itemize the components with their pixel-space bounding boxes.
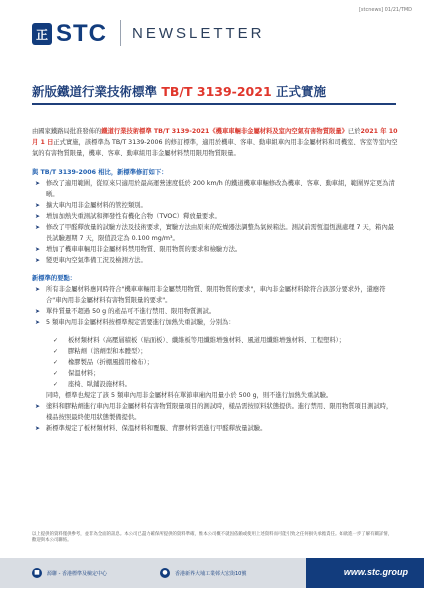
- list-item: [32, 244, 398, 255]
- disclaimer-text: 以上提供的資料僅供參考，並非為全面的訊息。本公司已盡力確保所提供的資料準確，惟本公司概不就因依賴或使用上述資料而可能引致之任何損失承擔責任。如欲進一步了解有關詳情，歡迎與本公司聯絡。: [32, 532, 393, 544]
- list-item-text: 5 類車內用非金屬材料按標準規定需要進行加熱失重試驗，分別為：: [46, 319, 235, 326]
- location-pin-icon: ●: [160, 568, 170, 578]
- newsletter-label: NEWSLETTER: [132, 25, 265, 42]
- intro-standard-name: 鐵道行業技術標準 TB/T 3139-2021《機車車輛非金屬材料及室內空氣有害物質限量》: [101, 128, 348, 135]
- check-bullet-icon: ✓: [53, 359, 59, 366]
- list-item-text: 塗料和膠粘劑進行車內用非金屬材料有害物質限量項目的測試時，樣品需按原料狀態提供。進行禁用、限用物質項目測試時，樣品按照最終使用狀態製備提供。: [46, 403, 393, 421]
- checklist-item: [48, 368, 398, 379]
- note-paragraph: 同時，標準也規定了該 5 類車內用非金屬材料在單節車廂內用量小於 500 g，則不進行加熱失重試驗。: [46, 392, 333, 399]
- reference-code: [stcnews] 01/21/TMD: [358, 7, 412, 13]
- arrow-bullet-icon: ➤: [35, 180, 41, 187]
- checklist-item-text: 板材類材料（高壓層積板（貼面板）、纖維板等用纖維增強材料、風道用纖維增強材料、工程塑料）；: [68, 337, 346, 344]
- title-rule: [32, 103, 396, 105]
- requirements-heading: 新標準的要點：: [32, 275, 77, 282]
- checklist-item-text: 橡膠製品（折棚風擋用橡布）；: [68, 359, 154, 366]
- check-bullet-icon: ✓: [53, 337, 59, 344]
- list-item: [32, 306, 398, 317]
- arrow-bullet-icon: ➤: [35, 202, 41, 209]
- list-item-text: 所有非金屬材料應同時符合"機車車輛用非金屬禁用物質、限用物質的要求"，車內非金屬材料除符合該部分要求外，還應符合"車內用非金屬材料有害物質限量的要求"。: [46, 286, 386, 304]
- arrow-bullet-icon: ➤: [35, 246, 41, 253]
- checklist-item-text: 保溫材料；: [68, 370, 100, 377]
- list-item: [32, 255, 398, 266]
- list-item-text: 修改了甲醛釋放量的試驗方法及技術要求，實驗方法由原來的乾燥器法調整為氣候箱法。測試前需恆溫恆濕處理 7 天，箱內最長試驗週期 7 天，限值設定為 0.100 mg/m³。: [46, 224, 395, 242]
- checklist-item: [48, 357, 398, 368]
- check-bullet-icon: ✓: [53, 348, 59, 355]
- arrow-bullet-icon: ➤: [35, 286, 41, 293]
- header-divider: [120, 20, 121, 46]
- arrow-bullet-icon: ➤: [35, 319, 41, 326]
- check-bullet-icon: ✓: [53, 381, 59, 388]
- footer-address-text: 香港新界大埔工業邨大宏街10號: [175, 570, 247, 577]
- logo-text: STC: [56, 20, 107, 47]
- checklist-item: [48, 335, 398, 346]
- list-item-text: 修改了適用範圍，從原來只適用於最高運營速度低於 200 km/h 的鐵道機車車輛修改為機車、客車、動車組，範圍界定更為清晰。: [46, 180, 395, 198]
- intro-text-1: 由國家鐵路局批准發佈的: [32, 128, 102, 135]
- list-item-text: 單件質量不超過 50 g 的產品可不進行禁用、限用物質測試。: [46, 308, 216, 315]
- arrow-bullet-icon: ➤: [35, 308, 41, 315]
- footer-org-text: 源聯 - 香港標準及檢定中心: [47, 570, 107, 577]
- checklist-item-text: 膠粘劑（溶劑型和本體型）；: [68, 348, 147, 355]
- list-item: [32, 178, 398, 200]
- arrow-bullet-icon: ➤: [35, 213, 41, 220]
- stc-logo: [32, 20, 107, 48]
- intro-text-3: 正式實施，該標準為 TB/T 3139-2006 的修訂標準，適用於機車、客車、動車組車內用非金屬材料和司機室、客室等室內空氣的有害物質限量，機車、客車、動車組用非金屬材料禁用限用物質限量。: [32, 139, 398, 157]
- list-item: [32, 284, 398, 306]
- changes-heading: 與 TB/T 3139-2006 相比，新標準修訂如下：: [32, 169, 168, 176]
- intro-paragraph: [32, 126, 398, 159]
- checklist-item: [48, 346, 398, 357]
- list-item: [32, 222, 398, 244]
- list-item: [32, 211, 398, 222]
- title-prefix: 新版鐵道行業技術標準: [32, 84, 158, 99]
- changes-list: [32, 178, 398, 266]
- requirements-list-continued: [32, 401, 398, 434]
- title-suffix: 正式實施: [276, 84, 327, 99]
- page-title: [32, 82, 326, 100]
- list-item: [32, 200, 398, 211]
- arrow-bullet-icon: ➤: [35, 224, 41, 231]
- requirements-list: [32, 284, 398, 328]
- list-item: [32, 401, 398, 423]
- article-body: [32, 126, 398, 441]
- title-standard-code: TB/T 3139-2021: [161, 84, 272, 99]
- footer: [0, 558, 424, 600]
- building-icon: ■: [32, 568, 42, 578]
- checklist-item: [48, 379, 398, 390]
- arrow-bullet-icon: ➤: [35, 257, 41, 264]
- checklist-item-text: 座椅、臥鋪設施材料。: [68, 381, 131, 388]
- list-item: [32, 423, 398, 434]
- arrow-bullet-icon: ➤: [35, 425, 41, 432]
- website-link[interactable]: www.stc.group: [343, 567, 408, 577]
- list-item-text: 增加了機車車輛用非金屬材料禁用物質、限用物質的要求和檢驗方法。: [46, 246, 242, 253]
- list-item-text: 變更車內空氣準備工況及檢測方法。: [46, 257, 147, 264]
- intro-date: 2021 年 10 月 1 日: [32, 128, 398, 146]
- list-item-text: 擴大車內用非金屬材料的管控類別。: [46, 202, 147, 209]
- intro-text-2: 已於: [347, 128, 361, 135]
- list-item-text: 新標準規定了板材類材料、保溫材料和覆膜、背膠材料需進行甲醛釋放量試驗。: [46, 425, 267, 432]
- list-item-text: 增加加熱失重測試和揮發性有機化合物（TVOC）釋放量要求。: [46, 213, 221, 220]
- footer-address: [160, 568, 246, 578]
- arrow-bullet-icon: ➤: [35, 403, 41, 410]
- list-item: [32, 317, 398, 328]
- check-bullet-icon: ✓: [53, 370, 59, 377]
- logo-mark: 正: [32, 23, 52, 45]
- footer-organization: [32, 568, 107, 578]
- material-categories-list: [48, 335, 398, 390]
